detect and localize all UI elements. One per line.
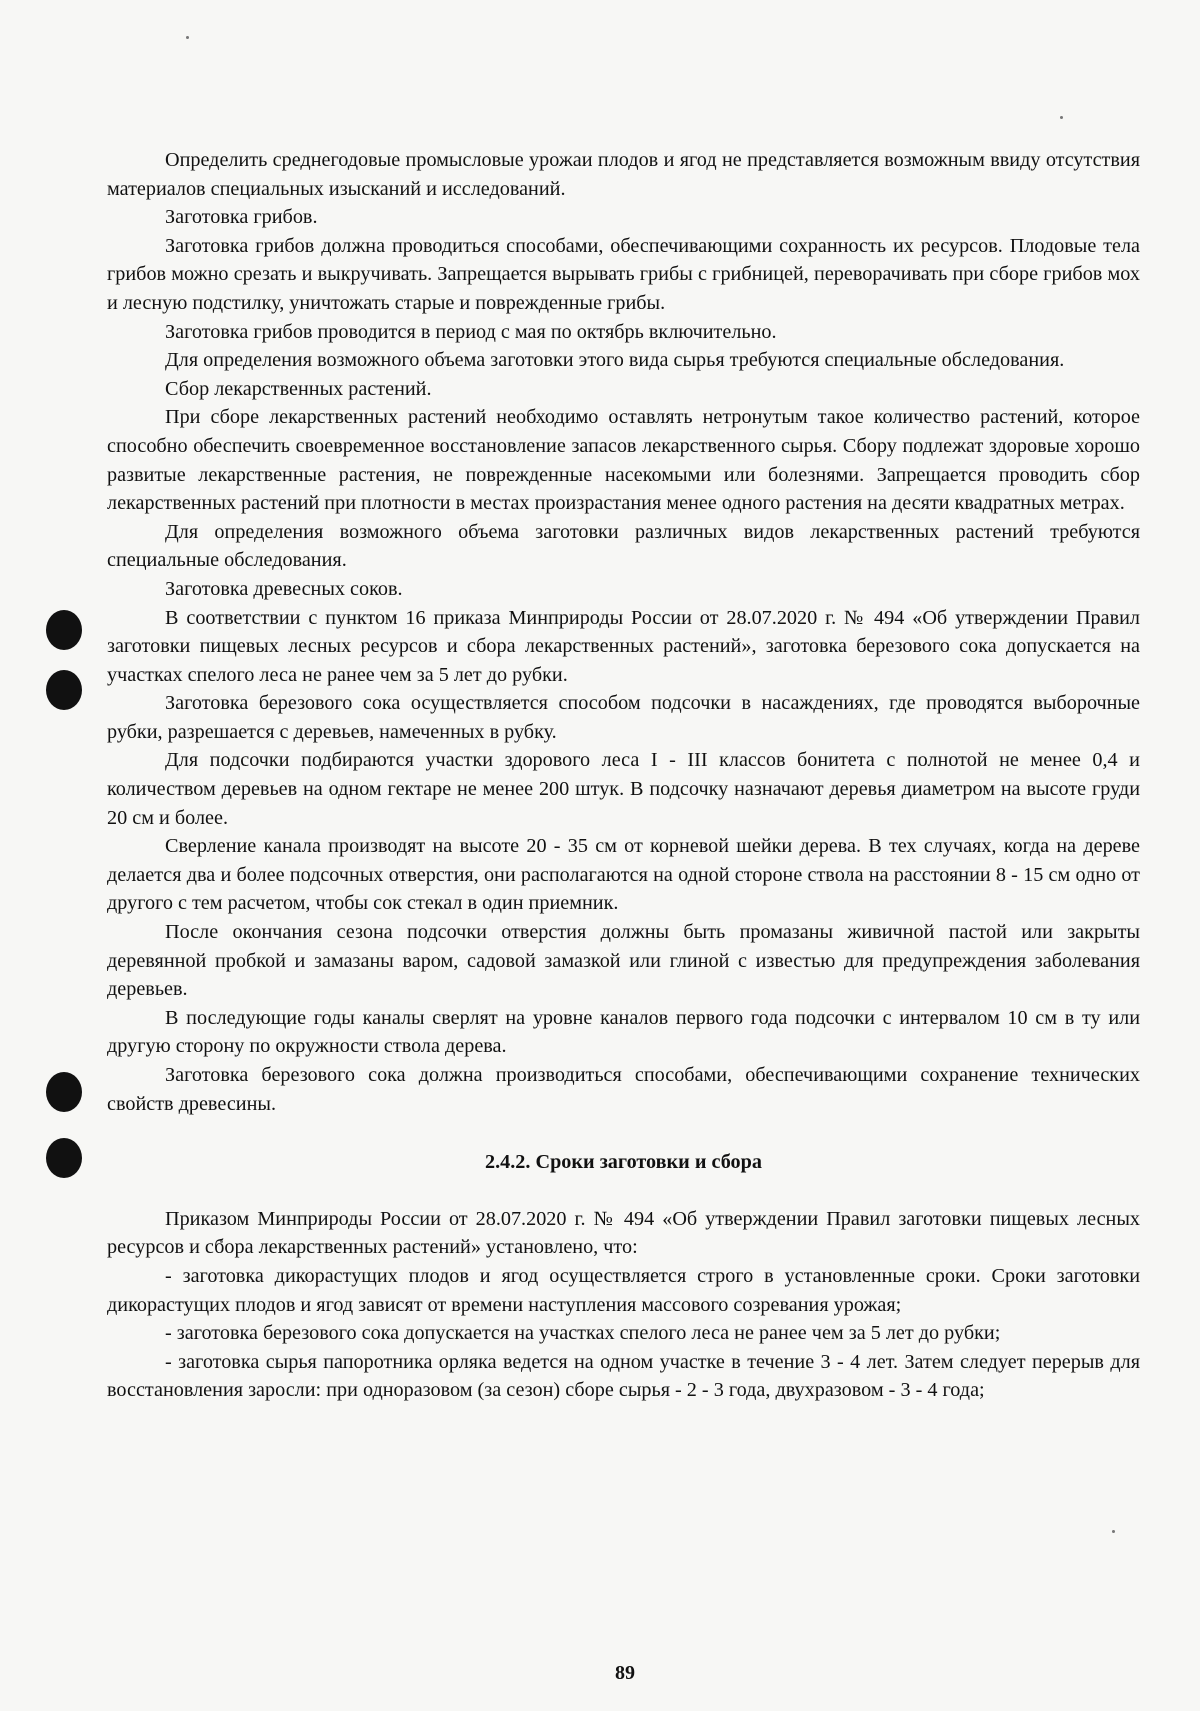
paragraph: Для определения возможного объема заготовки различных видов лекарственных растений требуются специальные обследования. — [107, 520, 1140, 572]
list-item: - заготовка дикорастущих плодов и ягод осуществляется строго в установленные сроки. Сроки заготовки дикорастущих плодов и ягод зависят от времени наступления массового созревания урожая; — [107, 1264, 1140, 1316]
paragraph: Заготовка березового сока осуществляется способом подсочки в насаждениях, где проводятся выборочные рубки, разрешается с деревьев, намеченных в рубку. — [107, 692, 1140, 743]
body-text — [107, 146, 1140, 1405]
paragraph: Заготовка березового сока должна производиться способами, обеспечивающими сохранение технических свойств древесины. — [107, 1064, 1140, 1115]
page-number: 89 — [615, 1662, 635, 1684]
list-item: - заготовка сырья папоротника орляка ведется на одном участке в течение 3 - 4 лет. Затем следует перерыв для восстановления заросли: при одноразовом (за сезон) сборе сырья - 2 - 3 года, двухразовом - 3 - 4 года; — [107, 1350, 1140, 1402]
paragraph: Определить среднегодовые промысловые урожаи плодов и ягод не представляется возможным ввиду отсутствия материалов специальных изысканий и исследований. — [107, 149, 1140, 200]
paragraph: Для определения возможного объема заготовки этого вида сырья требуются специальные обследования. — [165, 349, 1065, 372]
paragraph: В соответствии с пунктом 16 приказа Минприроды России от 28.07.2020 г. № 494 «Об утверждении Правил заготовки пищевых лесных ресурсов и сбора лекарственных растений», заготовка березового сока допускается на участках спелого леса не ранее чем за 5 лет до рубки. — [107, 606, 1140, 686]
paragraph: Приказом Минприроды России от 28.07.2020 г. № 494 «Об утверждении Правил заготовки пищевых лесных ресурсов и сбора лекарственных растений» установлено, что: — [107, 1207, 1140, 1259]
paragraph: После окончания сезона подсочки отверстия должны быть промазаны живичной пастой или закрыты деревянной пробкой и замазаны варом, садовой замазкой или глиной с известью для предупреждения заболевания деревьев. — [107, 921, 1140, 1001]
punch-hole — [46, 1138, 82, 1178]
paragraph: В последующие годы каналы сверлят на уровне каналов первого года подсочки с интервалом 10 см в ту или другую сторону по окружности ствола дерева. — [107, 1006, 1140, 1058]
paragraph: Заготовка грибов должна проводиться способами, обеспечивающими сохранность их ресурсов. Плодовые тела грибов можно срезать и выкручивать. Запрещается вырывать грибы с грибницей, переворачивать при сборе грибов мох и лесную подстилку, уничтожать старые и поврежденные грибы. — [107, 234, 1140, 314]
scan-speck — [186, 36, 189, 39]
section-heading: 2.4.2. Сроки заготовки и сбора — [485, 1151, 762, 1174]
paragraph: При сборе лекарственных растений необходимо оставлять нетронутым такое количество растений, которое способно обеспечить своевременное восстановление запасов лекарственного сырья. Сбору подлежат здоровые хорошо развитые лекарственные растения, не поврежденные насекомыми или болезнями. Запрещается проводить сбор лекарственных растений при плотности в местах произрастания менее одного растения на десяти квадратных метрах. — [107, 406, 1140, 515]
paragraph: Для подсочки подбираются участки здорового леса I - III классов бонитета с полнотой не менее 0,4 и количеством деревьев на одном гектаре не менее 200 штук. В подсочку назначают деревья диаметром на высоте груди 20 см и более. — [107, 749, 1140, 829]
punch-hole — [46, 670, 82, 710]
paragraph: Заготовка грибов проводится в период с мая по октябрь включительно. — [165, 320, 777, 343]
punch-hole — [46, 1072, 82, 1112]
paragraph: Сверление канала производят на высоте 20 - 35 см от корневой шейки дерева. В тех случаях, когда на дереве делается два и более подсочных отверстия, они располагаются на одной стороне ствола на расстоянии 8 - 15 см одно от другого с тем расчетом, чтобы сок стекал в один приемник. — [107, 835, 1140, 915]
paragraph: Заготовка древесных соков. — [165, 577, 403, 600]
scan-speck — [1112, 1530, 1115, 1533]
list-item: - заготовка березового сока допускается на участках спелого леса не ранее чем за 5 лет до рубки; — [165, 1322, 1001, 1345]
punch-hole — [46, 610, 82, 650]
scan-speck — [1060, 116, 1063, 119]
paragraph: Заготовка грибов. — [165, 206, 318, 229]
paragraph: Сбор лекарственных растений. — [165, 377, 432, 400]
